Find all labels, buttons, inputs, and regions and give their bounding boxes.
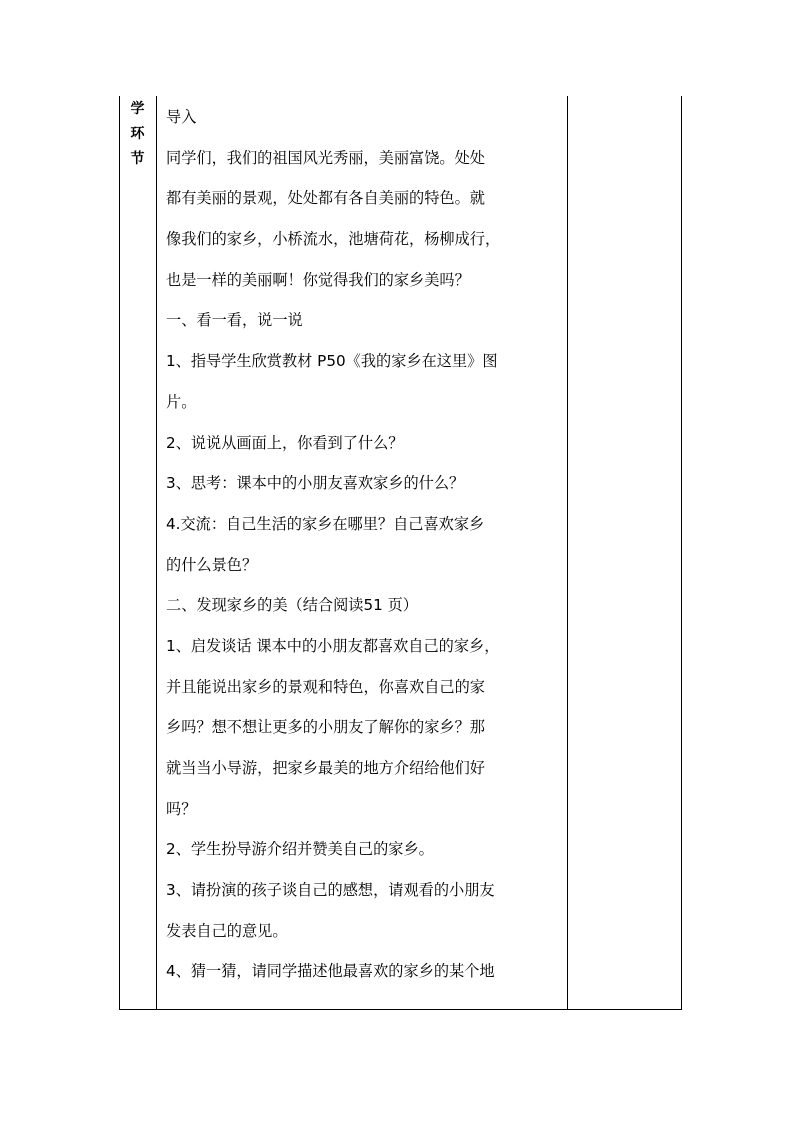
content-line: 1、指导学生欣赏教材 P50《我的家乡在这里》图: [166, 352, 498, 371]
content-line: 都有美丽的景观，处处都有各自美丽的特色。就: [166, 189, 485, 208]
table-divider-1: [156, 96, 157, 1010]
content-line: 也是一样的美丽啊！你觉得我们的家乡美吗？: [166, 270, 470, 289]
content-line: 片。: [166, 392, 197, 411]
table-border-right: [681, 96, 682, 1010]
table-border-left: [119, 96, 120, 1010]
content-line: 乡吗？想不想让更多的小朋友了解你的家乡？那: [166, 718, 485, 737]
table-border-bottom: [119, 1009, 682, 1010]
lesson-table: [119, 96, 682, 1010]
content-line: 1、启发谈话 课本中的小朋友都喜欢自己的家乡，: [166, 636, 500, 655]
content-line: 同学们，我们的祖国风光秀丽，美丽富饶。处处: [166, 148, 485, 167]
content-line: 就当当小导游，把家乡最美的地方介绍给他们好: [166, 759, 485, 777]
content-line: 的什么景色？: [166, 555, 258, 574]
content-line: 像我们的家乡，小桥流水，池塘荷花，杨柳成行，: [166, 230, 501, 249]
content-line: 并且能说出家乡的景观和特色，你喜欢自己的家: [166, 677, 485, 696]
content-line: 发表自己的意见。: [166, 921, 288, 940]
content-line: 3、请扮演的孩子谈自己的感想，请观看的小朋友: [166, 881, 495, 900]
section-label-char: 环: [130, 126, 145, 142]
content-line: 一、看一看，说一说: [166, 311, 303, 330]
content-line: 二、发现家乡的美（结合阅读51 页）: [166, 596, 418, 615]
content-line: 导入: [166, 108, 197, 126]
content-line: 4.交流：自己生活的家乡在哪里？自己喜欢家乡: [166, 514, 485, 533]
content-line: 2、说说从画面上，你看到了什么？: [166, 433, 404, 452]
content-line: 吗？: [166, 799, 197, 818]
content-line: 4、猜一猜，请同学描述他最喜欢的家乡的某个地: [166, 962, 495, 981]
section-label: [119, 96, 156, 172]
table-divider-2: [567, 96, 568, 1010]
section-label-char: 节: [130, 151, 145, 167]
content-line: 2、学生扮导游介绍并赞美自己的家乡。: [166, 840, 434, 859]
section-label-char: 学: [130, 101, 145, 117]
lesson-content: [166, 103, 564, 998]
content-line: 3、思考：课本中的小朋友喜欢家乡的什么？: [166, 474, 465, 493]
